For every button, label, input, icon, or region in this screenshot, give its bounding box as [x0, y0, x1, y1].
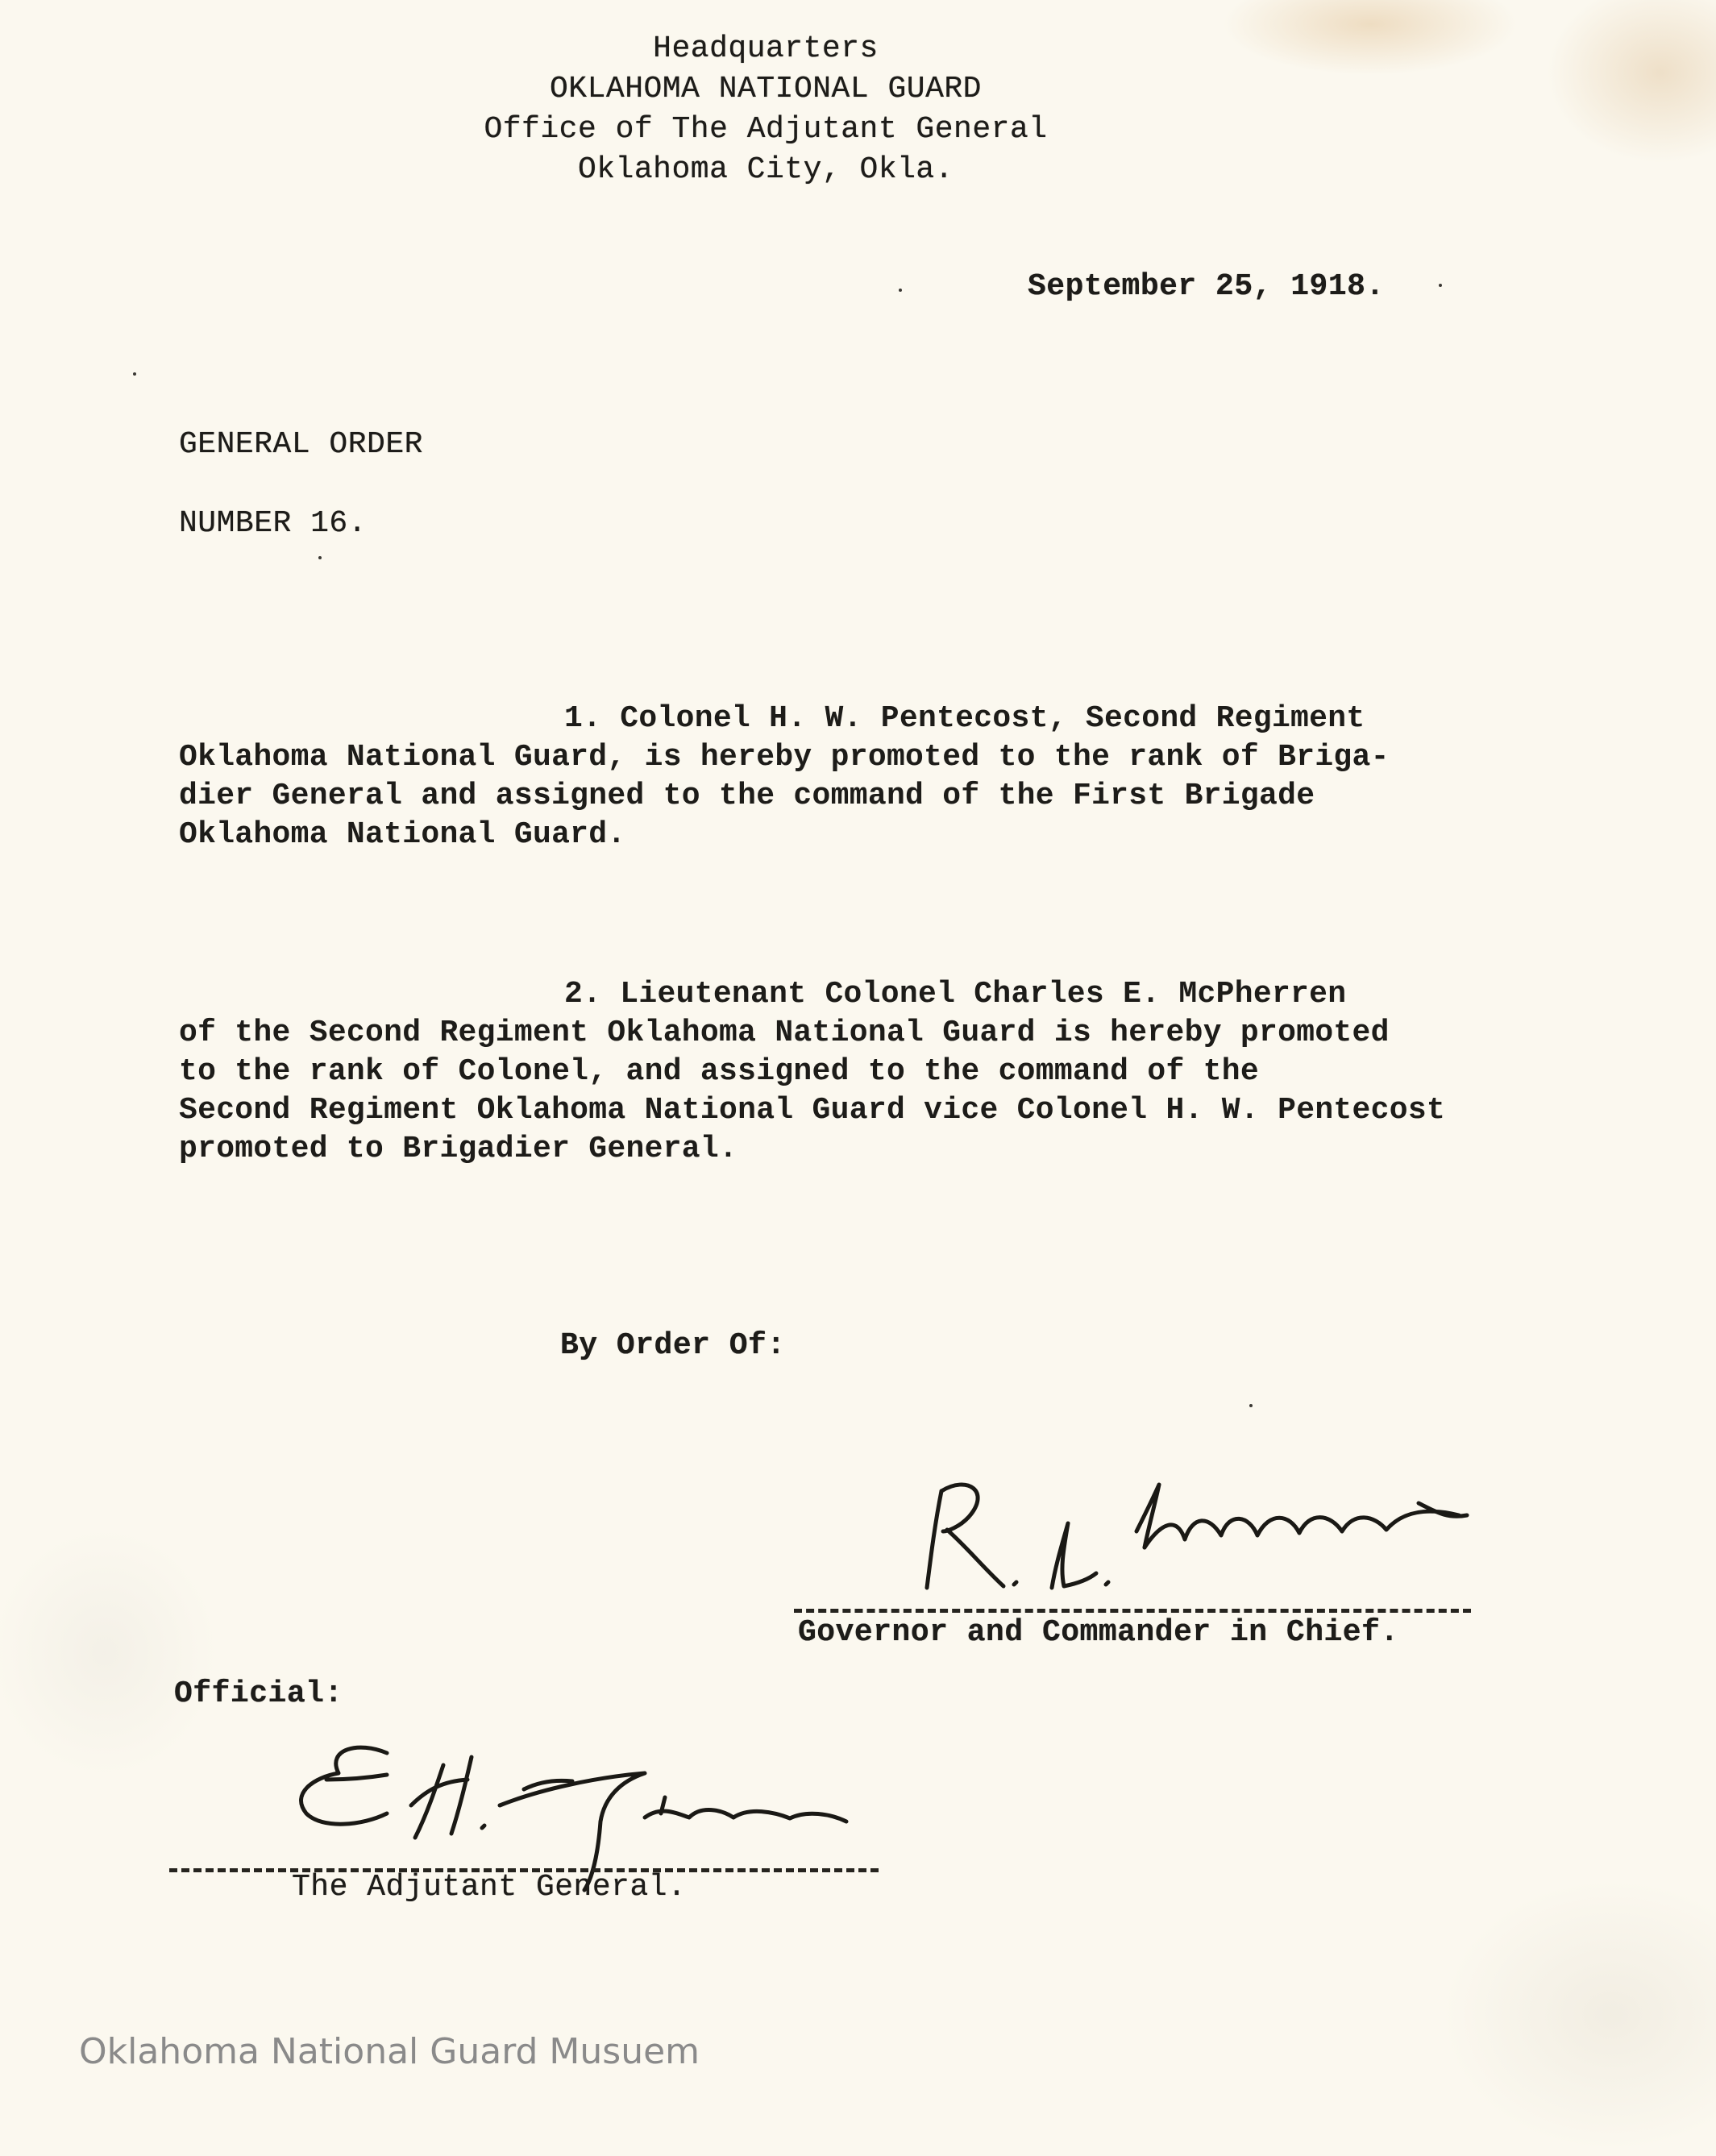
- letterhead: [0, 29, 1531, 190]
- paragraph-2-line: 2. Lieutenant Colonel Charles E. McPherren: [564, 977, 1347, 1012]
- paper-speck: [133, 372, 136, 376]
- letterhead-line-city: Oklahoma City, Okla.: [577, 152, 954, 187]
- order-number: NUMBER 16.: [179, 506, 368, 541]
- paragraph-1-line: dier General and assigned to the command of the First Brigade: [179, 779, 1315, 813]
- letterhead-line-office: Office of The Adjutant General: [484, 112, 1048, 147]
- museum-watermark: Oklahoma National Guard Musuem: [79, 2031, 700, 2072]
- adjutant-general-title: The Adjutant General.: [292, 1870, 687, 1905]
- official-label: Official:: [174, 1676, 343, 1711]
- by-order-of: By Order Of:: [560, 1328, 786, 1363]
- paper-speck: [318, 556, 322, 559]
- document-date: September 25, 1918.: [1028, 269, 1385, 304]
- paragraph-2-line: promoted to Brigadier General.: [179, 1132, 738, 1166]
- letterhead-line-headquarters: Headquarters: [653, 31, 879, 66]
- paragraph-1-line: Oklahoma National Guard, is hereby promoted to the rank of Briga-: [179, 740, 1390, 775]
- governor-title: Governor and Commander in Chief.: [798, 1615, 1399, 1650]
- paragraph-1-line: Oklahoma National Guard.: [179, 817, 626, 852]
- paragraph-1-line: 1. Colonel H. W. Pentecost, Second Regiment: [564, 701, 1365, 736]
- paragraph-2-line: to the rank of Colonel, and assigned to the command of the: [179, 1054, 1260, 1089]
- governor-signature-line: [794, 1609, 1471, 1613]
- paper-speck: [1249, 1404, 1253, 1407]
- order-title: GENERAL ORDER: [179, 427, 423, 462]
- paragraph-2-line: Second Regiment Oklahoma National Guard vice Colonel H. W. Pentecost: [179, 1093, 1446, 1128]
- paragraph-2: [179, 975, 1445, 1169]
- governor-signature: [903, 1467, 1499, 1604]
- letterhead-line-organization: OKLAHOMA NATIONAL GUARD: [550, 72, 982, 106]
- paragraph-1: [179, 700, 1390, 854]
- paper-speck: [1439, 284, 1442, 287]
- paragraph-2-line: of the Second Regiment Oklahoma National Guard is hereby promoted: [179, 1016, 1390, 1050]
- paper-speck: [899, 289, 902, 292]
